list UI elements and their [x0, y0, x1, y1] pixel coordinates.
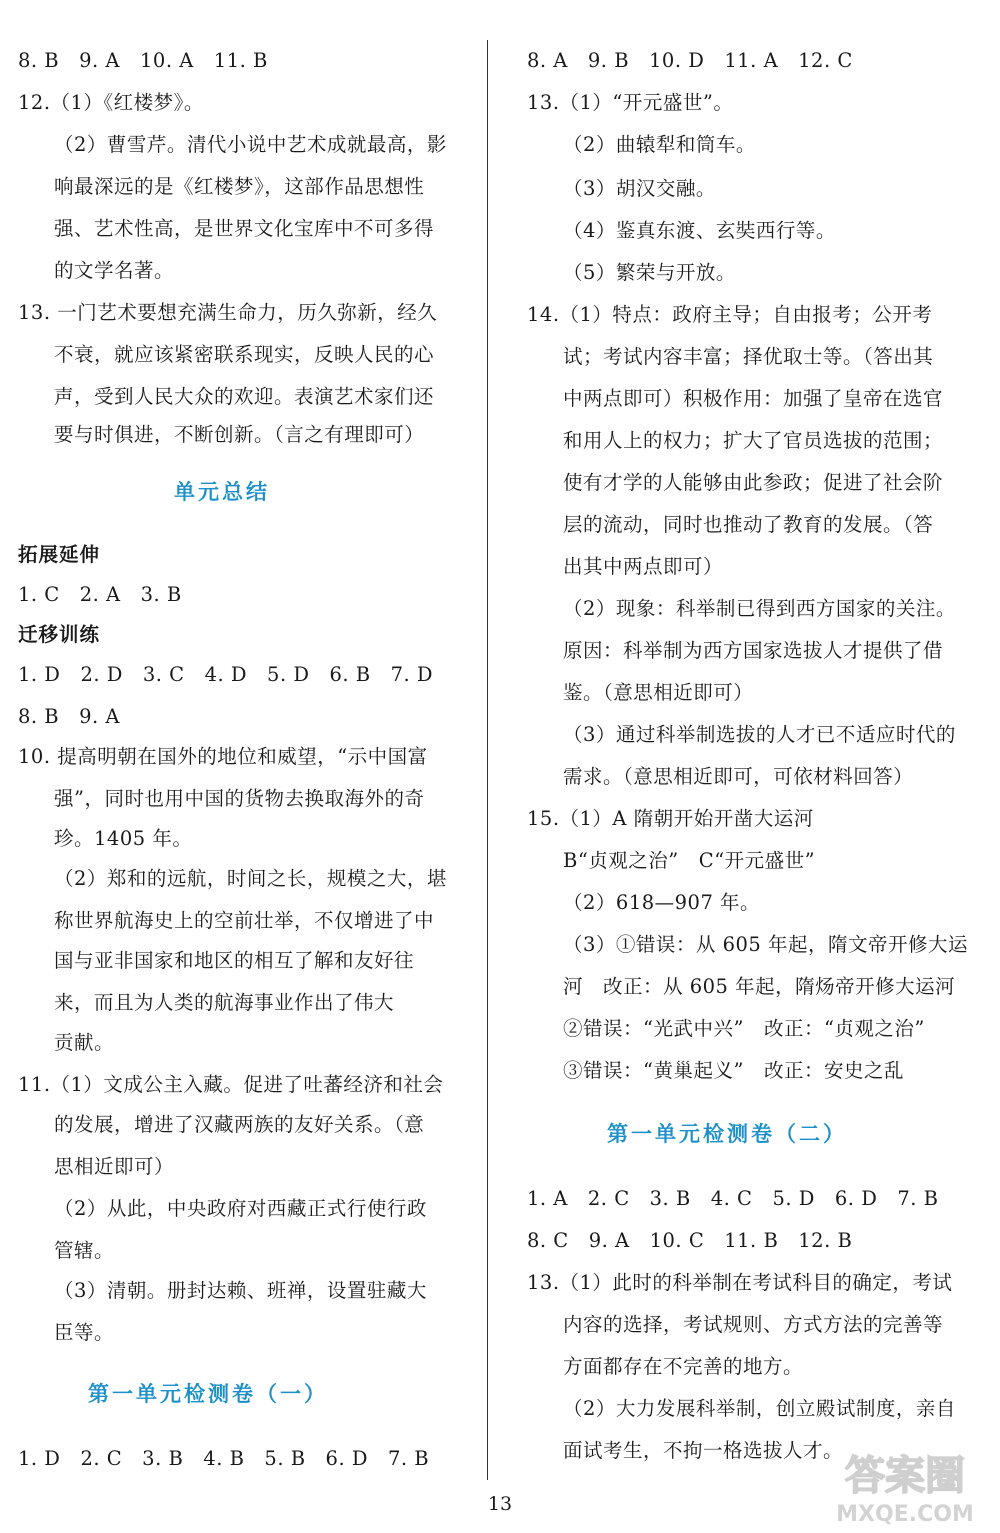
answer-line: 8. A 9. B 10. D 11. A 12. C — [527, 49, 853, 72]
answer-line: （3）胡汉交融。 — [563, 177, 716, 200]
answer-line: 11.（1）文成公主入藏。促进了吐蕃经济和社会 — [18, 1073, 444, 1096]
answer-line: 需求。（意思相近即可，可依材料回答） — [563, 765, 914, 788]
answer-line: 国与亚非国家和地区的相互了解和友好往 — [54, 949, 415, 972]
answer-line: （3）通过科举制选拔的人才已不适应时代的 — [563, 723, 956, 746]
watermark-bottom-text: MXQE.COM — [836, 1502, 974, 1527]
answer-line: 鉴。（意思相近即可） — [563, 681, 754, 704]
answer-line: B“贞观之治” C“开元盛世” — [563, 849, 816, 872]
watermark-top-text: 答案圈 — [845, 1453, 965, 1499]
answer-line: 的发展，增进了汉藏两族的友好关系。（意 — [54, 1113, 425, 1136]
answer-line: 1. D 2. D 3. C 4. D 5. D 6. B 7. D — [18, 663, 434, 686]
answer-line: 出其中两点即可） — [563, 555, 724, 578]
answer-line: 称世界航海史上的空前壮举，不仅增进了中 — [54, 909, 435, 932]
answer-line: 响最深远的是《红楼梦》，这部作品思想性 — [54, 175, 425, 198]
answer-line: 13.（1）此时的科举制在考试科目的确定，考试 — [527, 1271, 953, 1294]
answer-line: 内容的选择，考试规则、方式方法的完善等 — [563, 1313, 944, 1336]
answer-line: 要与时俱进，不断创新。（言之有理即可） — [54, 423, 425, 446]
answer-line: 的文学名著。 — [54, 259, 175, 282]
answer-line: ③错误：“黄巢起义” 改正：安史之乱 — [563, 1059, 904, 1082]
answer-line: 14.（1）特点：政府主导；自由报考；公开考 — [527, 303, 933, 326]
answer-line: 1. A 2. C 3. B 4. C 5. D 6. D 7. B — [527, 1187, 939, 1210]
answer-line: 强、艺术性高，是世界文化宝库中不可多得 — [54, 217, 435, 240]
answer-line: 河 改正：从 605 年起，隋炀帝开修大运河 — [563, 975, 956, 998]
answer-line: 原因：科举制为西方国家选拔人才提供了借 — [563, 639, 944, 662]
answer-line: 声，受到人民大众的欢迎。表演艺术家们还 — [54, 385, 435, 408]
answer-line: （2）郑和的远航，时间之长，规模之大，堪 — [54, 867, 447, 890]
column-divider — [487, 40, 488, 1480]
answer-line: 来，而且为人类的航海事业作出了伟大 — [54, 991, 395, 1014]
section-heading: 单元总结 — [174, 479, 270, 504]
answer-line: （2）曹雪芹。清代小说中艺术成就最高，影 — [54, 133, 447, 156]
section-heading: 第一单元检测卷（一） — [88, 1381, 328, 1406]
answer-line: （2）大力发展科举制，创立殿试制度，亲自 — [563, 1397, 956, 1420]
answer-line: 思相近即可） — [54, 1155, 175, 1178]
answer-line: 10. 提高明朝在国外的地位和威望，“示中国富 — [18, 745, 428, 768]
answer-line: 13.（1）“开元盛世”。 — [527, 91, 734, 114]
answer-line: （2）618—907 年。 — [563, 891, 761, 914]
answer-line: 和用人上的权力；扩大了官员选拔的范围； — [563, 429, 944, 452]
answer-line: （5）繁荣与开放。 — [563, 261, 736, 284]
answer-line: 贡献。 — [54, 1031, 115, 1054]
answer-line: 1. C 2. A 3. B — [18, 583, 182, 606]
answer-line: 8. B 9. A 10. A 11. B — [18, 49, 268, 72]
watermark-logo — [816, 1443, 994, 1527]
answer-line: 不衰，就应该紧密联系现实，反映人民的心 — [54, 343, 435, 366]
answer-line: （2）从此，中央政府对西藏正式行使行政 — [54, 1197, 427, 1220]
answer-line: 8. C 9. A 10. C 11. B 12. B — [527, 1229, 853, 1252]
answer-line: 迁移训练 — [18, 623, 101, 646]
answer-line: 使有才学的人能够由此参政；促进了社会阶 — [563, 471, 944, 494]
answer-line: 13. 一门艺术要想充满生命力，历久弥新，经久 — [18, 301, 438, 324]
section-heading: 第一单元检测卷（二） — [607, 1121, 847, 1146]
answer-line: （3）①错误：从 605 年起，隋文帝开修大运 — [563, 933, 969, 956]
answer-line: （2）现象：科举制已得到西方国家的关注。 — [563, 597, 956, 620]
answer-line: ②错误：“光武中兴” 改正：“贞观之治” — [563, 1017, 925, 1040]
answer-line: 方面都存在不完善的地方。 — [563, 1355, 804, 1378]
answer-line: 1. D 2. C 3. B 4. B 5. B 6. D 7. B — [18, 1447, 430, 1470]
answer-line: 拓展延伸 — [18, 543, 101, 566]
answer-line: 8. B 9. A — [18, 705, 121, 728]
answer-line: （3）清朝。册封达赖、班禅，设置驻藏大 — [54, 1279, 427, 1302]
answer-line: （2）曲辕犁和筒车。 — [563, 133, 756, 156]
answer-line: 强”，同时也用中国的货物去换取海外的奇 — [54, 787, 425, 810]
answer-line: 面试考生，不拘一格选拔人才。 — [563, 1439, 844, 1462]
answer-line: （4）鉴真东渡、玄奘西行等。 — [563, 219, 836, 242]
answer-line: 珍。1405 年。 — [54, 827, 193, 850]
page-number: 13 — [487, 1493, 513, 1515]
answer-line: 试；考试内容丰富；择优取士等。（答出其 — [563, 345, 934, 368]
answer-line: 层的流动，同时也推动了教育的发展。（答 — [563, 513, 934, 536]
answer-line: 中两点即可）积极作用：加强了皇帝在选官 — [563, 387, 944, 410]
answer-line: 12.（1）《红楼梦》。 — [18, 91, 204, 114]
answer-line: 15.（1）A 隋朝开始开凿大运河 — [527, 807, 814, 830]
answer-line: 臣等。 — [54, 1321, 115, 1344]
answer-line: 管辖。 — [54, 1239, 115, 1262]
